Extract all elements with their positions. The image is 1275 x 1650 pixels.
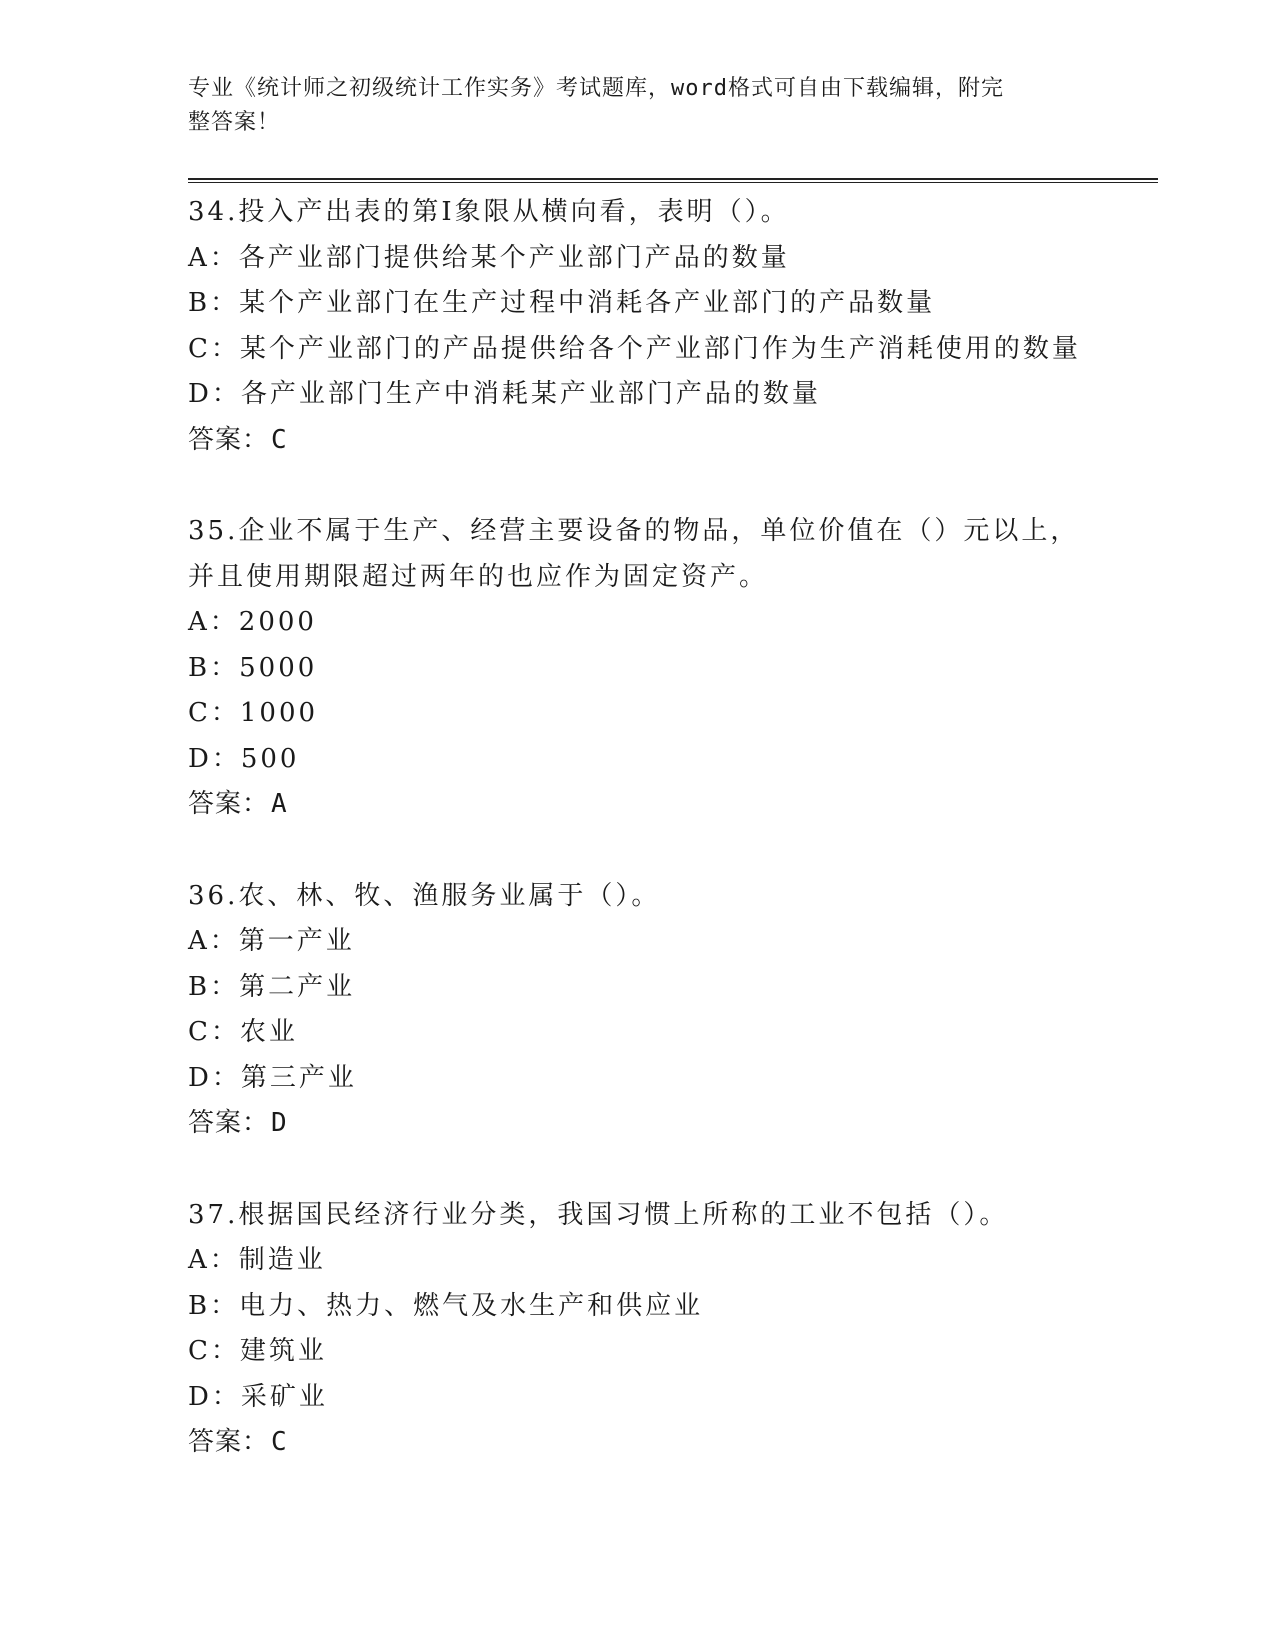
option-b: B：第二产业	[188, 971, 356, 1002]
answer-label: 答案：	[188, 1108, 270, 1138]
answer-value: C	[271, 1427, 288, 1457]
option-c: C：建筑业	[188, 1336, 327, 1366]
option-a: A：制造业	[188, 1245, 326, 1275]
option-d: D：第三产业	[188, 1062, 357, 1093]
question-35	[188, 509, 1158, 828]
answer-value: C	[271, 424, 288, 455]
question-stem: 37.根据国民经济行业分类，我国习惯上所称的工业不包括（）。	[188, 1199, 1009, 1230]
answer	[188, 1101, 1158, 1147]
question-stem: 36.农、林、牧、渔服务业属于（）。	[188, 880, 661, 911]
question-36	[188, 874, 1158, 1147]
option-d: D：各产业部门生产中消耗某产业部门产品的数量	[188, 379, 821, 409]
option-d: D：500	[188, 743, 300, 774]
option-b: B：5000	[188, 652, 318, 683]
option-b: B：电力、热力、燃气及水生产和供应业	[188, 1290, 704, 1321]
answer	[188, 782, 1158, 828]
option-a: A：2000	[188, 607, 317, 637]
document-header	[188, 72, 1068, 140]
header-line-1: 专业《统计师之初级统计工作实务》考试题库，word格式可自由下载编辑，附完	[188, 76, 1004, 101]
question-stem: 35.企业不属于生产、经营主要设备的物品，单位价值在（）元以上，	[188, 516, 1080, 546]
question-34	[188, 190, 1158, 463]
option-c: C：农业	[188, 1017, 298, 1047]
option-b: B：某个产业部门在生产过程中消耗各产业部门的产品数量	[188, 288, 936, 318]
answer-value: D	[271, 1108, 288, 1138]
answer-label: 答案：	[188, 424, 270, 455]
option-c: C：1000	[188, 698, 319, 728]
question-list	[188, 190, 1158, 1512]
question-stem-continued: 并且使用期限超过两年的也应作为固定资产。	[188, 561, 769, 592]
question-stem: 34.投入产出表的第Ⅰ象限从横向看，表明（）。	[188, 197, 790, 227]
answer	[188, 418, 1158, 464]
answer-label: 答案：	[188, 789, 270, 819]
option-d: D：采矿业	[188, 1381, 328, 1412]
option-c: C：某个产业部门的产品提供给各个产业部门作为生产消耗使用的数量	[188, 333, 1081, 364]
answer-value: A	[271, 789, 288, 819]
answer-label: 答案：	[188, 1427, 270, 1457]
header-line-2: 整答案！	[188, 110, 281, 135]
header-divider	[188, 178, 1158, 183]
question-37	[188, 1193, 1158, 1466]
option-a: A：第一产业	[188, 926, 355, 956]
answer	[188, 1420, 1158, 1466]
option-a: A：各产业部门提供给某个产业部门产品的数量	[188, 242, 790, 273]
